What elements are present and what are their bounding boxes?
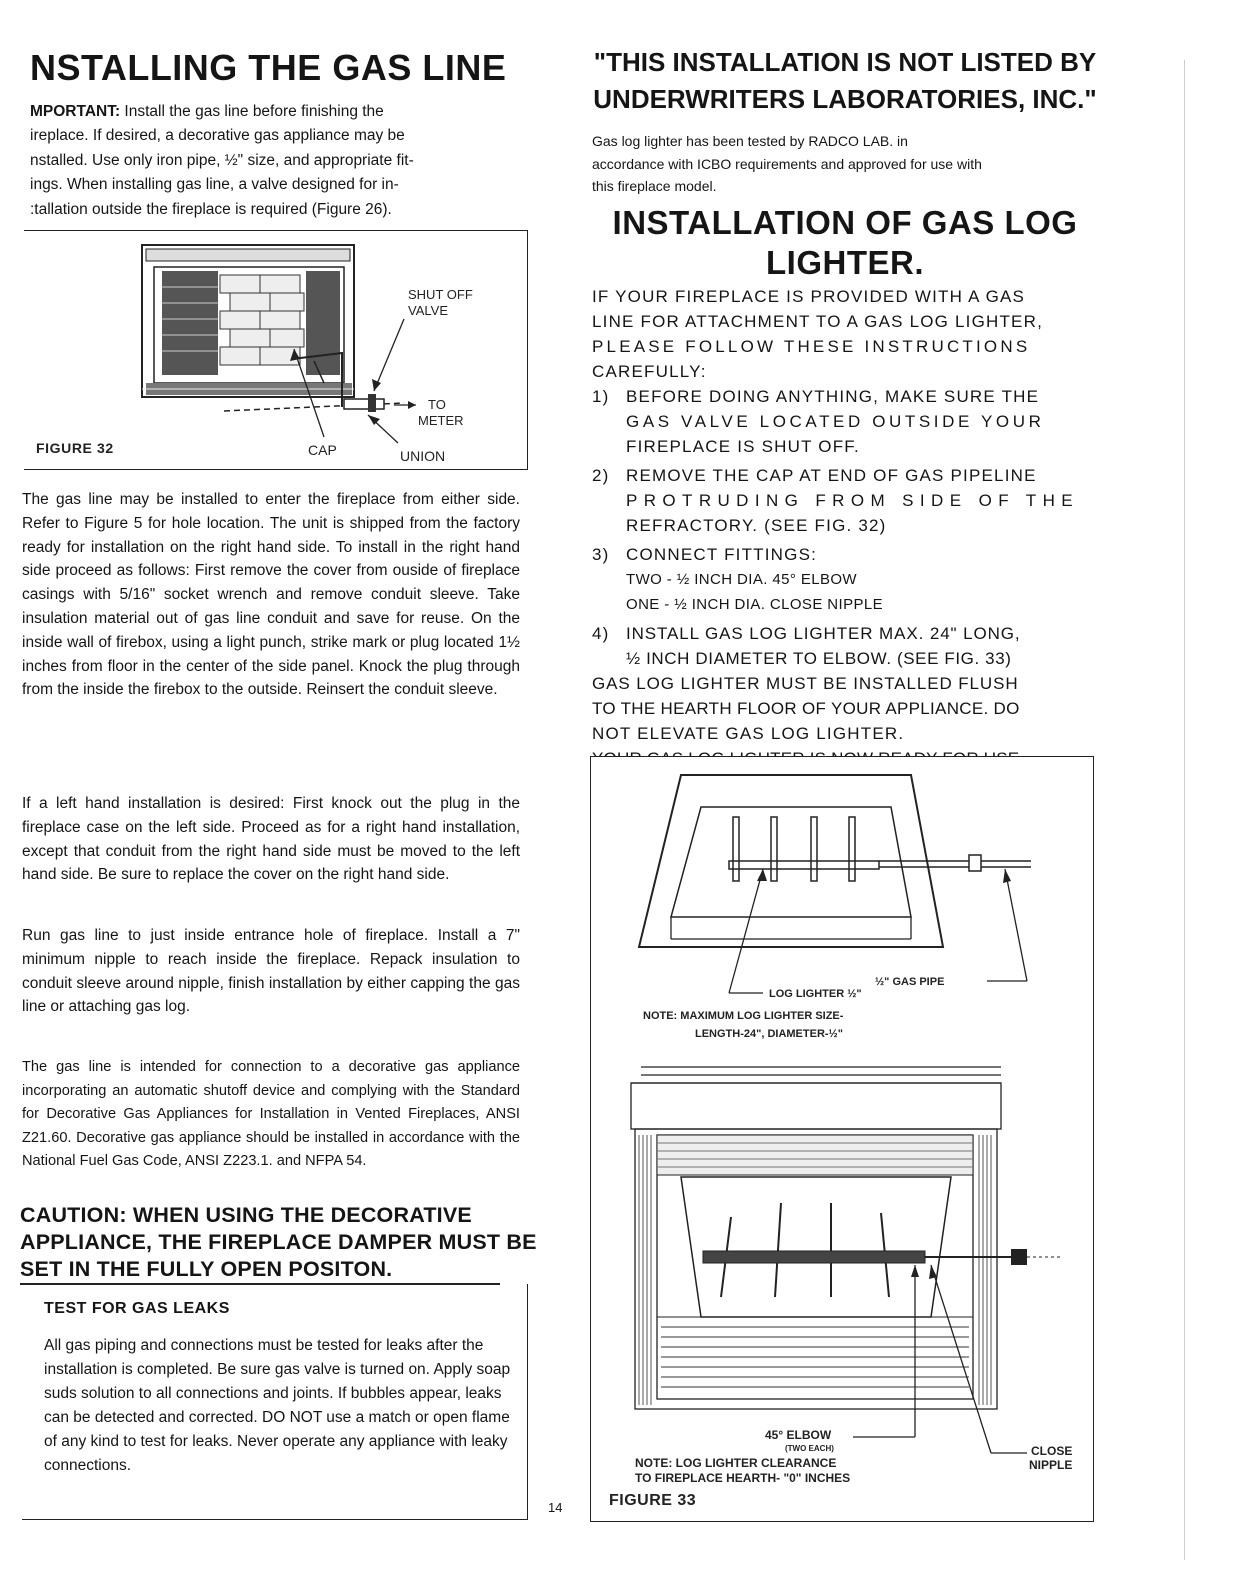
paragraph-left-hand-installation: If a left hand installation is desired: First knock out the plug in the fireplace case on the left side. Proceed as for a right hand installation, except that conduit from the right hand side must be moved to the left hand side. Be sure to replace the cover on the right hand side. bbox=[22, 795, 520, 884]
nipple-label: NIPPLE bbox=[1029, 1458, 1073, 1472]
instructions bbox=[592, 284, 1102, 771]
step-line: PROTRUDING FROM SIDE OF THE bbox=[626, 491, 1079, 510]
step-line: REFRACTORY. (SEE FIG. 32) bbox=[626, 516, 887, 535]
gas-pipe-label: ½" GAS PIPE bbox=[875, 976, 945, 988]
title-line-1: INSTALLATION OF GAS LOG bbox=[612, 204, 1078, 241]
elbow-label: 45° ELBOW bbox=[765, 1428, 832, 1442]
scan-edge-line bbox=[1184, 60, 1185, 1560]
important-line: MPORTANT: Install the gas line before finishing the bbox=[30, 103, 384, 120]
step-line: FIREPLACE IS SHUT OFF. bbox=[626, 437, 860, 456]
step-line: ONE - ½ INCH DIA. CLOSE NIPPLE bbox=[626, 596, 884, 613]
section-title-gas-log-lighter bbox=[590, 203, 1100, 283]
step-line: ½ INCH DIAMETER TO ELBOW. (SEE FIG. 33) bbox=[626, 649, 1012, 668]
max-size-note-line-1: NOTE: MAXIMUM LOG LIGHTER SIZE- bbox=[643, 1010, 844, 1022]
flush-line: TO THE HEARTH FLOOR OF YOUR APPLIANCE. DO bbox=[592, 699, 1020, 718]
step-line: GAS VALVE LOCATED OUTSIDE YOUR bbox=[626, 412, 1045, 431]
step-number: 3) bbox=[592, 545, 610, 564]
meter-label: METER bbox=[418, 413, 464, 428]
caution-damper: CAUTION: WHEN USING THE DECORATIVE APPLIANCE, THE FIREPLACE DAMPER MUST BE SET IN THE FULLY OPEN POSITON. bbox=[20, 1203, 537, 1281]
close-label: CLOSE bbox=[1031, 1444, 1073, 1458]
not-listed-line-2: UNDERWRITERS LABORATORIES, INC." bbox=[593, 84, 1097, 114]
page-number: 14 bbox=[548, 1500, 563, 1515]
figure-32-label: FIGURE 32 bbox=[36, 440, 114, 456]
shut-off-label: SHUT OFF bbox=[408, 287, 473, 302]
step-1 bbox=[592, 384, 1102, 459]
to-label: TO bbox=[428, 397, 446, 412]
figure-33-drawing bbox=[591, 757, 1091, 1519]
leak-test-box bbox=[22, 1284, 528, 1520]
not-listed-notice bbox=[590, 44, 1100, 118]
figure-33 bbox=[590, 756, 1094, 1522]
step-line: CONNECT FITTINGS: bbox=[626, 545, 818, 564]
important-line: nstalled. Use only iron pipe, ½" size, and appropriate fit- bbox=[30, 151, 414, 169]
radco-test-note bbox=[592, 130, 1102, 198]
intro-line: LINE FOR ATTACHMENT TO A GAS LOG LIGHTER, bbox=[592, 312, 1043, 331]
union-label: UNION bbox=[400, 448, 446, 464]
step-number: 2) bbox=[592, 466, 610, 485]
step-number: 4) bbox=[592, 624, 610, 643]
step-2 bbox=[592, 463, 1102, 538]
important-line: :tallation outside the fireplace is required (Figure 26). bbox=[30, 200, 392, 218]
leak-test-text: All gas piping and connections must be tested for leaks after the installation is completed. Be sure gas valve is turned on. Apply soap suds solution to all connections and joints. If bubbles appear, leaks can be detected and corrected. DO NOT use a match or open flame of any kind to test for leaks. Never operate any appliance with leaky connections. bbox=[44, 1337, 511, 1474]
figure-32 bbox=[24, 230, 528, 470]
step-line: BEFORE DOING ANYTHING, MAKE SURE THE bbox=[626, 387, 1040, 406]
flush-line: NOT ELEVATE GAS LOG LIGHTER. bbox=[592, 724, 905, 743]
important-line: ings. When installing gas line, a valve designed for in- bbox=[30, 176, 399, 194]
cap-label: CAP bbox=[308, 442, 337, 458]
radco-line: Gas log lighter has been tested by RADCO LAB. in bbox=[592, 133, 908, 149]
figure-32-drawing bbox=[24, 231, 526, 469]
leak-test-title: TEST FOR GAS LEAKS bbox=[44, 1300, 230, 1317]
intro-line: IF YOUR FIREPLACE IS PROVIDED WITH A GAS bbox=[592, 287, 1026, 306]
valve-label: VALVE bbox=[408, 303, 448, 318]
clearance-note-line-2: TO FIREPLACE HEARTH- "0" INCHES bbox=[635, 1471, 851, 1485]
important-note bbox=[30, 100, 525, 222]
not-listed-line-1: "THIS INSTALLATION IS NOT LISTED BY bbox=[593, 47, 1097, 77]
two-each-label: (TWO EACH) bbox=[785, 1444, 834, 1453]
intro-line: PLEASE FOLLOW THESE INSTRUCTIONS bbox=[592, 337, 1031, 356]
flush-line: GAS LOG LIGHTER MUST BE INSTALLED FLUSH bbox=[592, 674, 1019, 693]
step-number: 1) bbox=[592, 387, 610, 406]
intro-line: CAREFULLY: bbox=[592, 362, 707, 381]
radco-line: accordance with ICBO requirements and approved for use with bbox=[592, 155, 982, 172]
step-3 bbox=[592, 542, 1102, 617]
step-line: TWO - ½ INCH DIA. 45° ELBOW bbox=[626, 571, 857, 588]
max-size-note-line-2: LENGTH-24", DIAMETER-½" bbox=[695, 1028, 843, 1040]
radco-line: this fireplace model. bbox=[592, 178, 717, 194]
paragraph-right-hand-installation: The gas line may be installed to enter the fireplace from either side. Refer to Figure 5 for hole location. The unit is shipped from the factory ready for installation on the right hand side. To install in the right hand side proceed as follows: First remove the cover from ouside of fireplace casings with 5/16" socket wrench and remove conduit sleeve. Take insulation material out of gas line conduit and save for reuse. On the inside wall of firebox, using a light punch, strike mark or plug located 1½ inches from floor in the center of the side panel. Knock the plug through from the inside the firebox to the outside. Reinsert the conduit sleeve. bbox=[22, 491, 520, 699]
step-line: REMOVE THE CAP AT END OF GAS PIPELINE bbox=[626, 466, 1037, 485]
section-title-installing-gas-line: NSTALLING THE GAS LINE bbox=[30, 47, 507, 88]
title-line-2: LIGHTER. bbox=[766, 244, 924, 281]
paragraph-standards: The gas line is intended for connection to a decorative gas appliance incorporating an automatic shutoff device and complying with the Standard for Decorative Gas Appliances for Installation in Vented Fireplaces, ANSI Z21.60. Decorative gas appliance should be installed in accordance with the National Fuel Gas Code, ANSI Z223.1. and NFPA 54. bbox=[22, 1059, 520, 1169]
figure-33-label: FIGURE 33 bbox=[609, 1492, 697, 1509]
step-4 bbox=[592, 621, 1102, 671]
step-line: INSTALL GAS LOG LIGHTER MAX. 24" LONG, bbox=[626, 624, 1021, 643]
important-line: ireplace. If desired, a decorative gas appliance may be bbox=[30, 127, 405, 145]
clearance-note-line-1: NOTE: LOG LIGHTER CLEARANCE bbox=[635, 1456, 837, 1470]
paragraph-run-gas-line: Run gas line to just inside entrance hole of fireplace. Install a 7" minimum nipple to reach inside the fireplace. Repack insulation to conduit sleeve around nipple, finish installation by either capping the gas line or attaching gas log. bbox=[22, 927, 520, 1016]
log-lighter-label: LOG LIGHTER ½" bbox=[769, 988, 862, 1000]
